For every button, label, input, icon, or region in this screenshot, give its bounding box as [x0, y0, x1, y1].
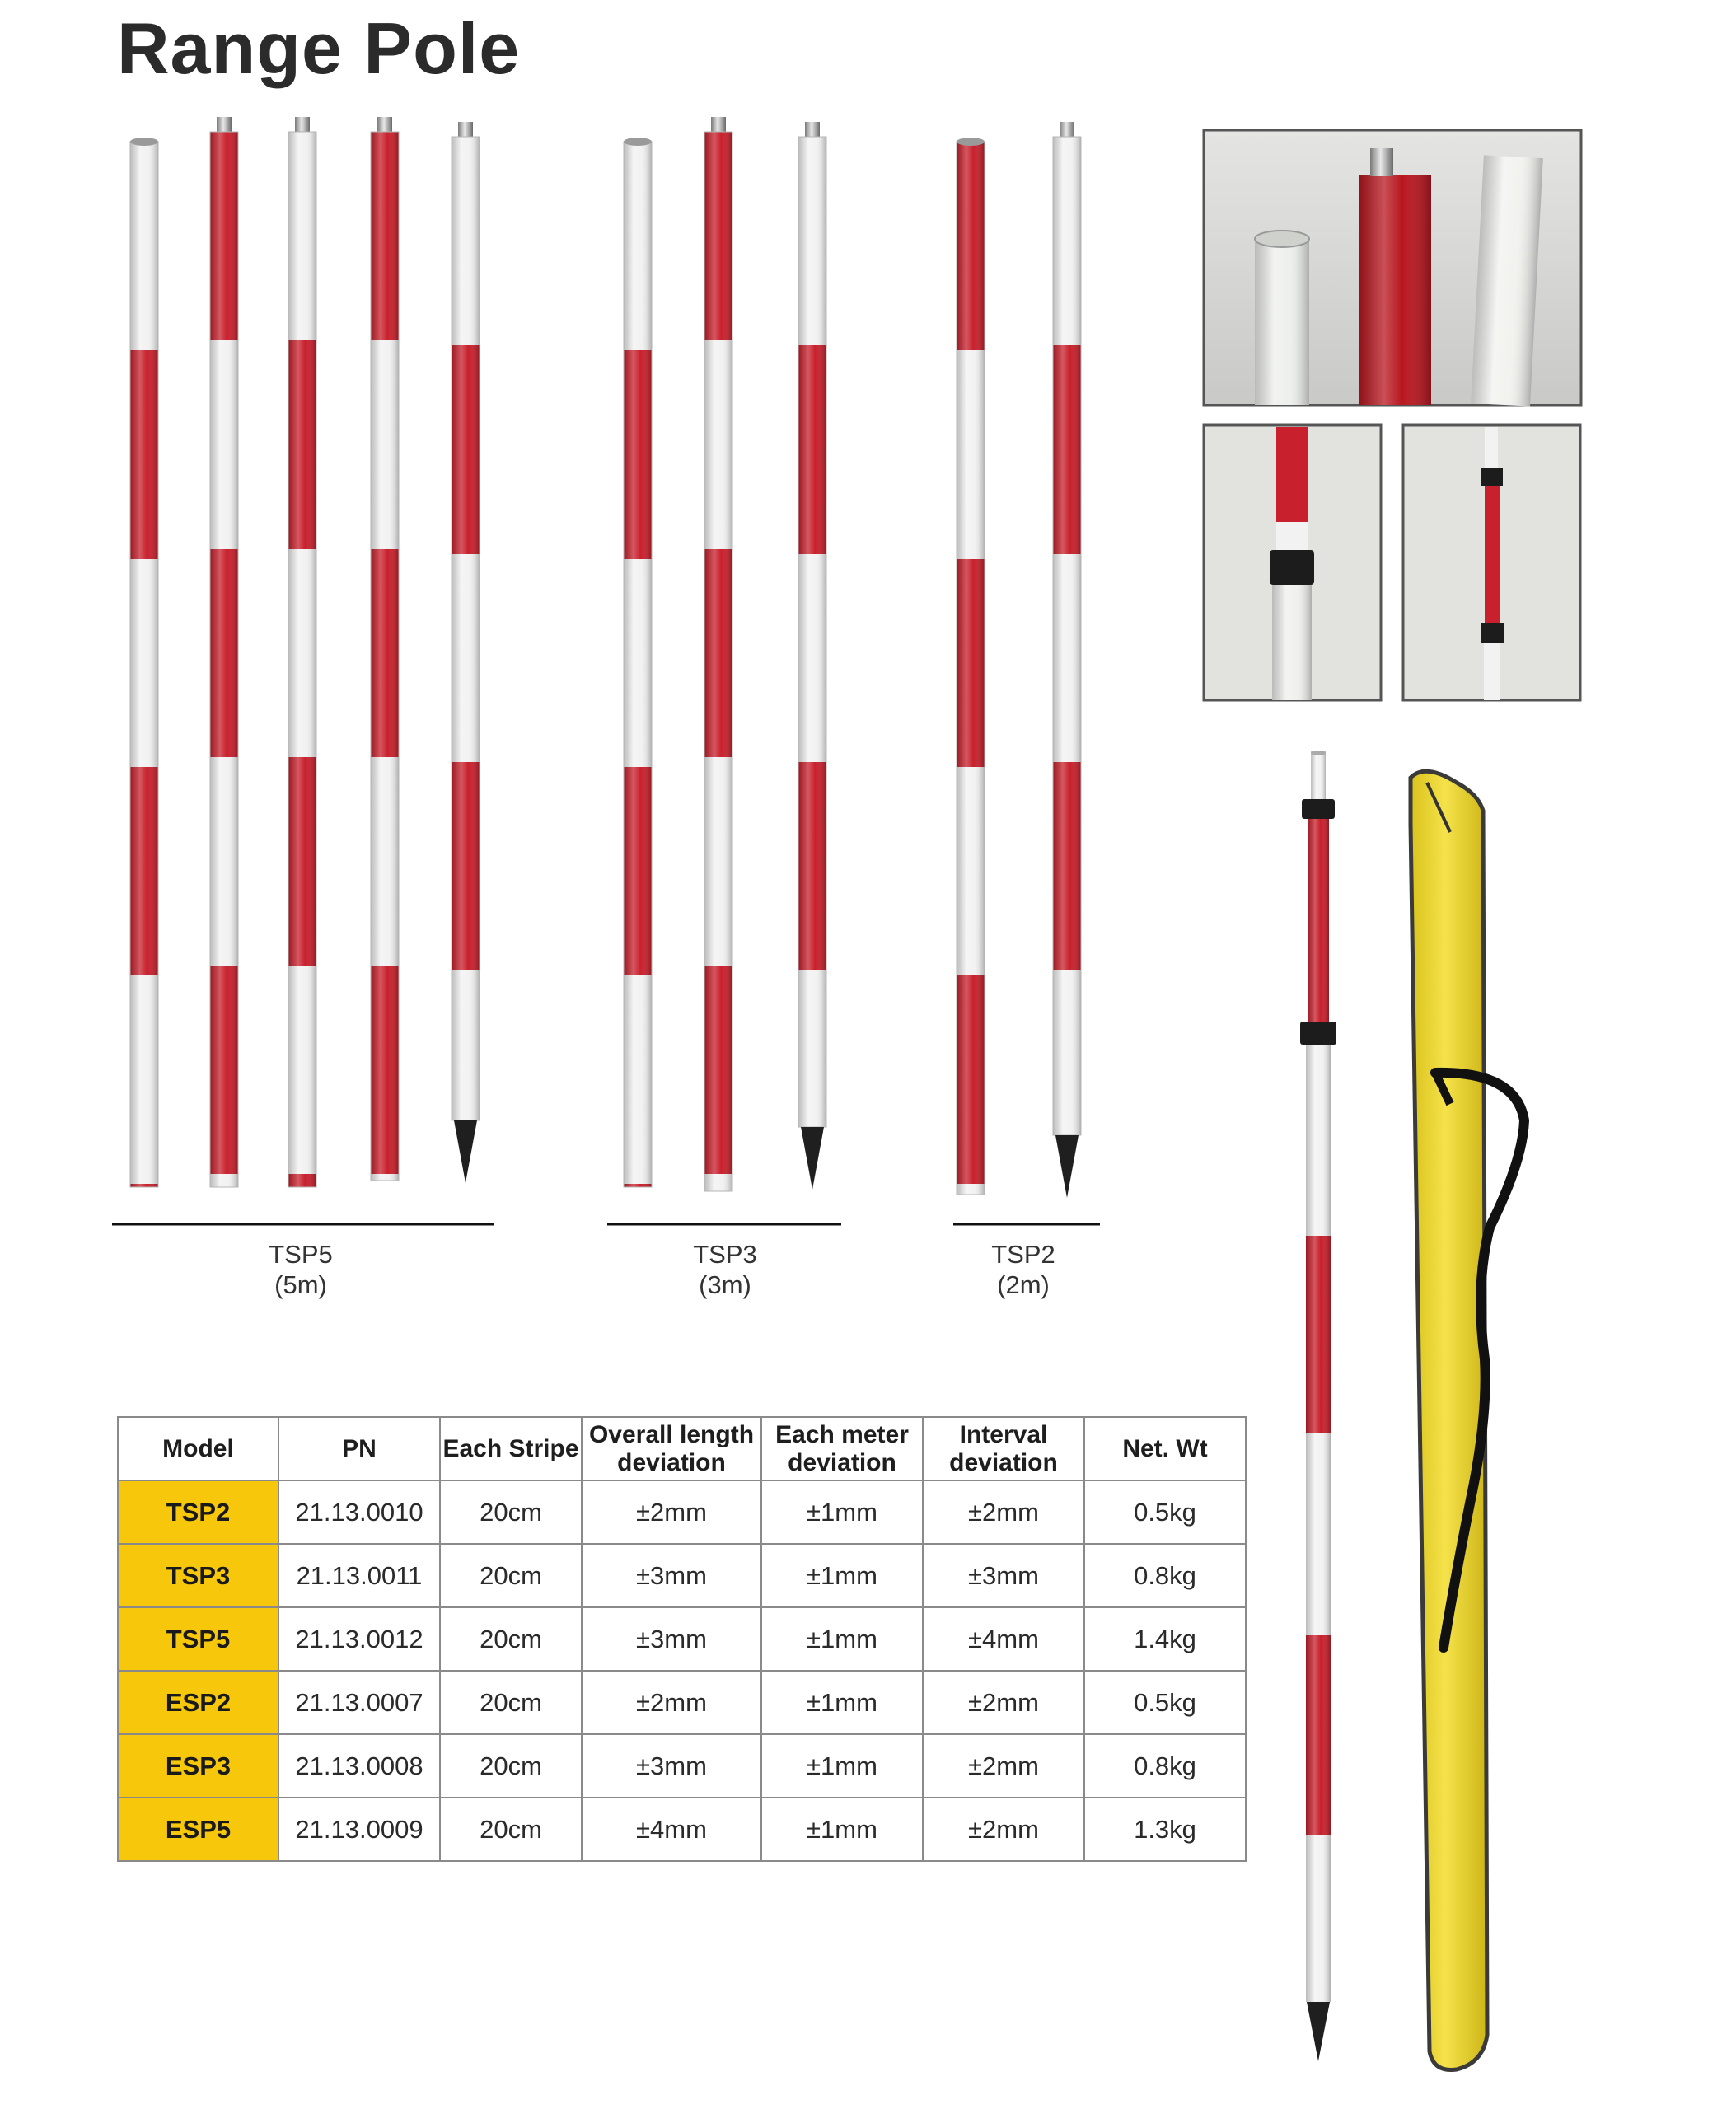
- pole-shading: [1306, 1236, 1331, 1433]
- telescopic-pole: [1300, 751, 1336, 2061]
- cell-overall: ±4mm: [582, 1798, 761, 1861]
- group-model: TSP5: [269, 1240, 333, 1269]
- table-row: [118, 1671, 1246, 1734]
- pole-shading: [704, 132, 732, 1191]
- clamp-detail-photo-1: [1204, 425, 1381, 700]
- header-each-stripe: Each Stripe: [440, 1417, 582, 1480]
- range-pole: [210, 117, 238, 1187]
- cell-pn: 21.13.0007: [278, 1671, 440, 1734]
- cell-meter: ±1mm: [761, 1544, 923, 1607]
- table-row: [118, 1798, 1246, 1861]
- group-length: (3m): [699, 1270, 751, 1299]
- cell-interval: ±2mm: [923, 1734, 1084, 1798]
- pole-shading: [1306, 1433, 1331, 1635]
- cell-wt: 0.8kg: [1084, 1544, 1246, 1607]
- cell-meter: ±1mm: [761, 1671, 923, 1734]
- pole-shading: [130, 142, 158, 1187]
- pole-thread-cap: [1060, 122, 1074, 138]
- header-model: Model: [118, 1417, 278, 1480]
- cell-wt: 1.4kg: [1084, 1607, 1246, 1671]
- range-pole: [288, 117, 316, 1187]
- pole-shading: [1306, 1835, 1331, 2002]
- range-pole: [130, 138, 158, 1187]
- cell-stripe: 20cm: [440, 1544, 582, 1607]
- pole-clamp: [1300, 1022, 1336, 1045]
- cell-overall: ±3mm: [582, 1734, 761, 1798]
- range-pole: [452, 122, 480, 1183]
- cell-model: TSP2: [118, 1480, 278, 1544]
- page-title: Range Pole: [117, 7, 521, 89]
- clamp-detail-photo-2: [1403, 425, 1580, 700]
- pole-shading: [798, 137, 826, 1127]
- pole-spike: [1307, 2002, 1330, 2061]
- cell-wt: 0.5kg: [1084, 1671, 1246, 1734]
- pole-shading: [371, 132, 399, 1181]
- header-net-wt: Net. Wt: [1084, 1417, 1246, 1480]
- group-model: TSP2: [991, 1240, 1055, 1269]
- cell-meter: ±1mm: [761, 1480, 923, 1544]
- pole-shading: [1308, 816, 1329, 1022]
- spec-table: [117, 1416, 1247, 1862]
- range-pole-group: [130, 117, 1081, 1198]
- cell-model: ESP2: [118, 1671, 278, 1734]
- range-pole: [957, 138, 985, 1195]
- pole-spike: [801, 1127, 824, 1190]
- pole-thread-cap: [377, 117, 392, 133]
- cell-interval: ±2mm: [923, 1480, 1084, 1544]
- pole-end: [130, 138, 158, 146]
- cell-pn: 21.13.0012: [278, 1607, 440, 1671]
- pole-thread-cap: [458, 122, 473, 138]
- pole-clamp: [1302, 799, 1335, 819]
- range-pole: [371, 117, 399, 1181]
- range-pole: [798, 122, 826, 1190]
- cell-overall: ±2mm: [582, 1671, 761, 1734]
- pole-spike: [454, 1120, 477, 1183]
- pole-shading: [624, 142, 652, 1187]
- carry-bag: [1411, 771, 1524, 2069]
- cell-meter: ±1mm: [761, 1607, 923, 1671]
- cell-interval: ±2mm: [923, 1798, 1084, 1861]
- pole-shading: [957, 142, 985, 1195]
- pole-shading: [1053, 137, 1081, 1135]
- pole-thread-cap: [805, 122, 820, 138]
- cell-pn: 21.13.0008: [278, 1734, 440, 1798]
- cell-model: TSP3: [118, 1544, 278, 1607]
- range-pole: [624, 138, 652, 1187]
- pole-shading: [1311, 751, 1326, 799]
- pole-shading: [1306, 1035, 1331, 1236]
- cell-meter: ±1mm: [761, 1734, 923, 1798]
- cell-pn: 21.13.0011: [278, 1544, 440, 1607]
- table-row: [118, 1607, 1246, 1671]
- cell-model: ESP3: [118, 1734, 278, 1798]
- cell-stripe: 20cm: [440, 1480, 582, 1544]
- range-pole: [1053, 122, 1081, 1198]
- group-length: (2m): [997, 1270, 1050, 1299]
- pole-shading: [1306, 1635, 1331, 1835]
- pole-spike: [1055, 1135, 1079, 1198]
- pole-thread-cap: [711, 117, 726, 133]
- pole-shading: [210, 132, 238, 1187]
- cell-pn: 21.13.0009: [278, 1798, 440, 1861]
- group-label-tsp2: [900, 1239, 1147, 1300]
- pole-shading: [452, 137, 480, 1120]
- cell-wt: 0.5kg: [1084, 1480, 1246, 1544]
- cell-interval: ±4mm: [923, 1607, 1084, 1671]
- header-each-meter-deviation: Each meter deviation: [761, 1417, 923, 1480]
- group-model: TSP3: [693, 1240, 757, 1269]
- group-length: (5m): [274, 1270, 327, 1299]
- header-overall-length-deviation: Overall length deviation: [582, 1417, 761, 1480]
- cell-model: TSP5: [118, 1607, 278, 1671]
- cell-wt: 0.8kg: [1084, 1734, 1246, 1798]
- cell-pn: 21.13.0010: [278, 1480, 440, 1544]
- cell-stripe: 20cm: [440, 1798, 582, 1861]
- pole-end: [624, 138, 652, 146]
- cell-stripe: 20cm: [440, 1734, 582, 1798]
- pole-thread-cap: [295, 117, 310, 133]
- cell-interval: ±2mm: [923, 1671, 1084, 1734]
- cell-model: ESP5: [118, 1798, 278, 1861]
- cell-interval: ±3mm: [923, 1544, 1084, 1607]
- group-label-tsp5: [177, 1239, 424, 1300]
- pole-shading: [288, 132, 316, 1187]
- header-pn: PN: [278, 1417, 440, 1480]
- cell-overall: ±3mm: [582, 1607, 761, 1671]
- pole-end: [1311, 751, 1326, 755]
- cell-overall: ±2mm: [582, 1480, 761, 1544]
- table-row: [118, 1480, 1246, 1544]
- cell-overall: ±3mm: [582, 1544, 761, 1607]
- cell-meter: ±1mm: [761, 1798, 923, 1861]
- header-interval-deviation: Interval deviation: [923, 1417, 1084, 1480]
- table-header-row: [118, 1417, 1246, 1480]
- pole-ends-photo: [1204, 130, 1581, 407]
- range-pole: [704, 117, 732, 1191]
- cell-stripe: 20cm: [440, 1607, 582, 1671]
- table-row: [118, 1734, 1246, 1798]
- pole-thread-cap: [217, 117, 232, 133]
- cell-wt: 1.3kg: [1084, 1798, 1246, 1861]
- cell-stripe: 20cm: [440, 1671, 582, 1734]
- table-row: [118, 1544, 1246, 1607]
- group-label-tsp3: [601, 1239, 849, 1300]
- pole-end: [957, 138, 985, 146]
